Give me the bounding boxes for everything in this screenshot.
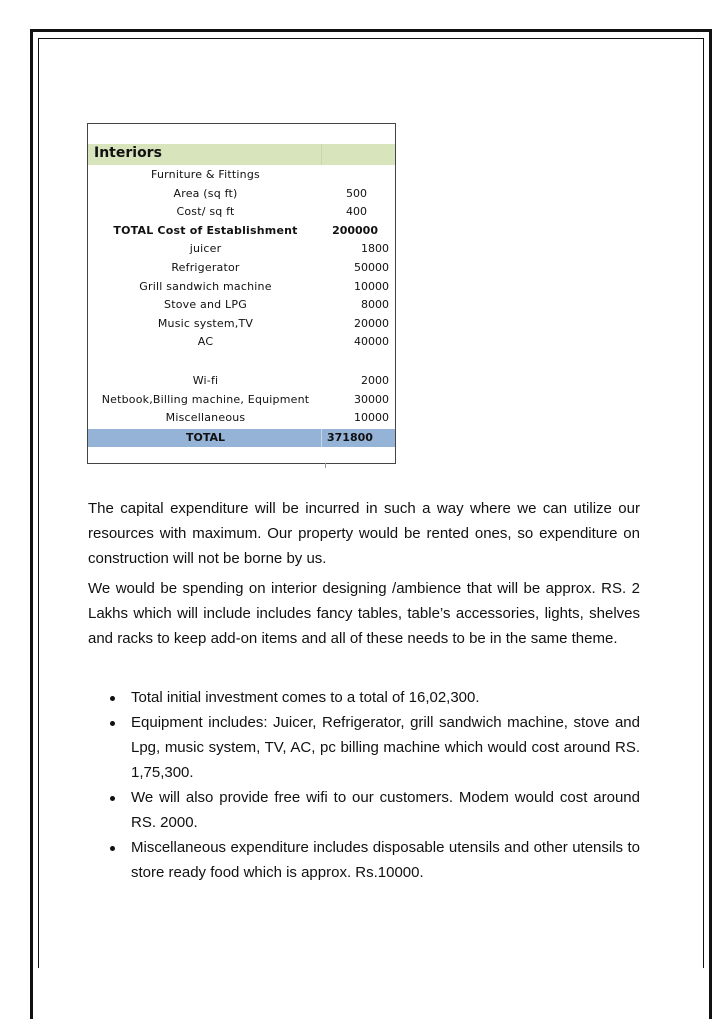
table-row <box>88 185 395 204</box>
column-divider <box>321 429 322 447</box>
paragraph-interior-designing: We would be spending on interior designing /ambience that will be approx. RS. 2 Lakhs which will include includes fancy tables, table’s accessories, lights, shelves and racks to keep add-on items and all of these needs to be in the same theme. <box>88 580 640 647</box>
row-label: TOTAL Cost of Establishment <box>113 223 298 237</box>
table-row <box>88 315 395 334</box>
row-label: AC <box>197 335 214 349</box>
list-item <box>106 785 640 835</box>
list-item <box>106 835 640 885</box>
table-row <box>88 203 395 222</box>
row-value: 50000 <box>354 260 389 274</box>
list-item-text: Equipment includes: Juicer, Refrigerator, grill sandwich machine, stove and Lpg, music system, TV, AC, pc billing machine which would cost around RS. 1,75,300. <box>131 714 640 781</box>
page-border-right <box>709 29 712 1019</box>
row-value: 40000 <box>354 335 389 349</box>
page-border-right-inner <box>703 38 704 968</box>
row-value: 1800 <box>361 242 389 256</box>
row-value: 10000 <box>354 411 389 425</box>
bullet-list <box>106 685 640 885</box>
list-item-text: We will also provide free wifi to our customers. Modem would cost around RS. 2000. <box>131 789 640 831</box>
bullet-icon <box>110 721 115 726</box>
row-label: Area (sq ft) <box>173 186 238 200</box>
page-border-left <box>30 29 33 1019</box>
table-row <box>88 391 395 410</box>
table-row <box>88 409 395 428</box>
row-label: Stove and LPG <box>164 298 247 312</box>
paragraph-capital-expenditure: The capital expenditure will be incurred in such a way where we can utilize our resources with maximum. Our property would be rented ones, so expenditure on construction will not be borne by us. <box>88 500 640 567</box>
row-label: Furniture & Fittings <box>151 168 260 181</box>
total-value: 371800 <box>327 430 373 444</box>
table-row <box>88 166 395 185</box>
row-value: 2000 <box>361 373 389 387</box>
row-label: Grill sandwich machine <box>139 279 272 293</box>
table-row <box>88 333 395 352</box>
row-value: 500 <box>346 186 367 200</box>
table-row <box>88 222 395 241</box>
page-border-top <box>30 29 712 32</box>
total-label: TOTAL <box>185 430 226 444</box>
table-row <box>88 278 395 297</box>
table-row <box>88 259 395 278</box>
page-border-top-inner <box>38 38 704 39</box>
row-label: juicer <box>189 242 222 256</box>
column-divider <box>321 144 322 165</box>
row-value: 400 <box>346 205 367 219</box>
row-value: 10000 <box>354 279 389 293</box>
bullet-icon <box>110 796 115 801</box>
table-empty-row <box>88 352 395 372</box>
row-label: Music system,TV <box>157 316 254 330</box>
list-item <box>106 710 640 785</box>
table-row <box>88 240 395 259</box>
interiors-cost-table <box>87 123 396 464</box>
row-label: Miscellaneous <box>165 411 246 425</box>
bullet-icon <box>110 696 115 701</box>
row-value: 20000 <box>354 316 389 330</box>
list-item-text: Total initial investment comes to a total of 16,02,300. <box>131 689 480 706</box>
table-row <box>88 296 395 315</box>
row-label: Netbook,Billing machine, Equipment <box>101 392 310 406</box>
table-header-row <box>88 144 395 166</box>
table-row <box>88 372 395 391</box>
table-total-row <box>88 429 395 447</box>
table-header-label: Interiors <box>94 145 162 161</box>
cell-marker <box>325 463 326 468</box>
bullet-icon <box>110 846 115 851</box>
row-label: Refrigerator <box>171 260 240 274</box>
page-border-left-inner <box>38 38 39 968</box>
row-value: 8000 <box>361 298 389 312</box>
row-value: 30000 <box>354 392 389 406</box>
list-item-text: Miscellaneous expenditure includes disposable utensils and other utensils to store ready food which is approx. Rs.10000. <box>131 839 640 881</box>
row-value: 200000 <box>332 223 378 237</box>
row-label: Cost/ sq ft <box>176 205 235 219</box>
row-label: Wi-fi <box>192 373 219 387</box>
list-item <box>106 685 640 710</box>
